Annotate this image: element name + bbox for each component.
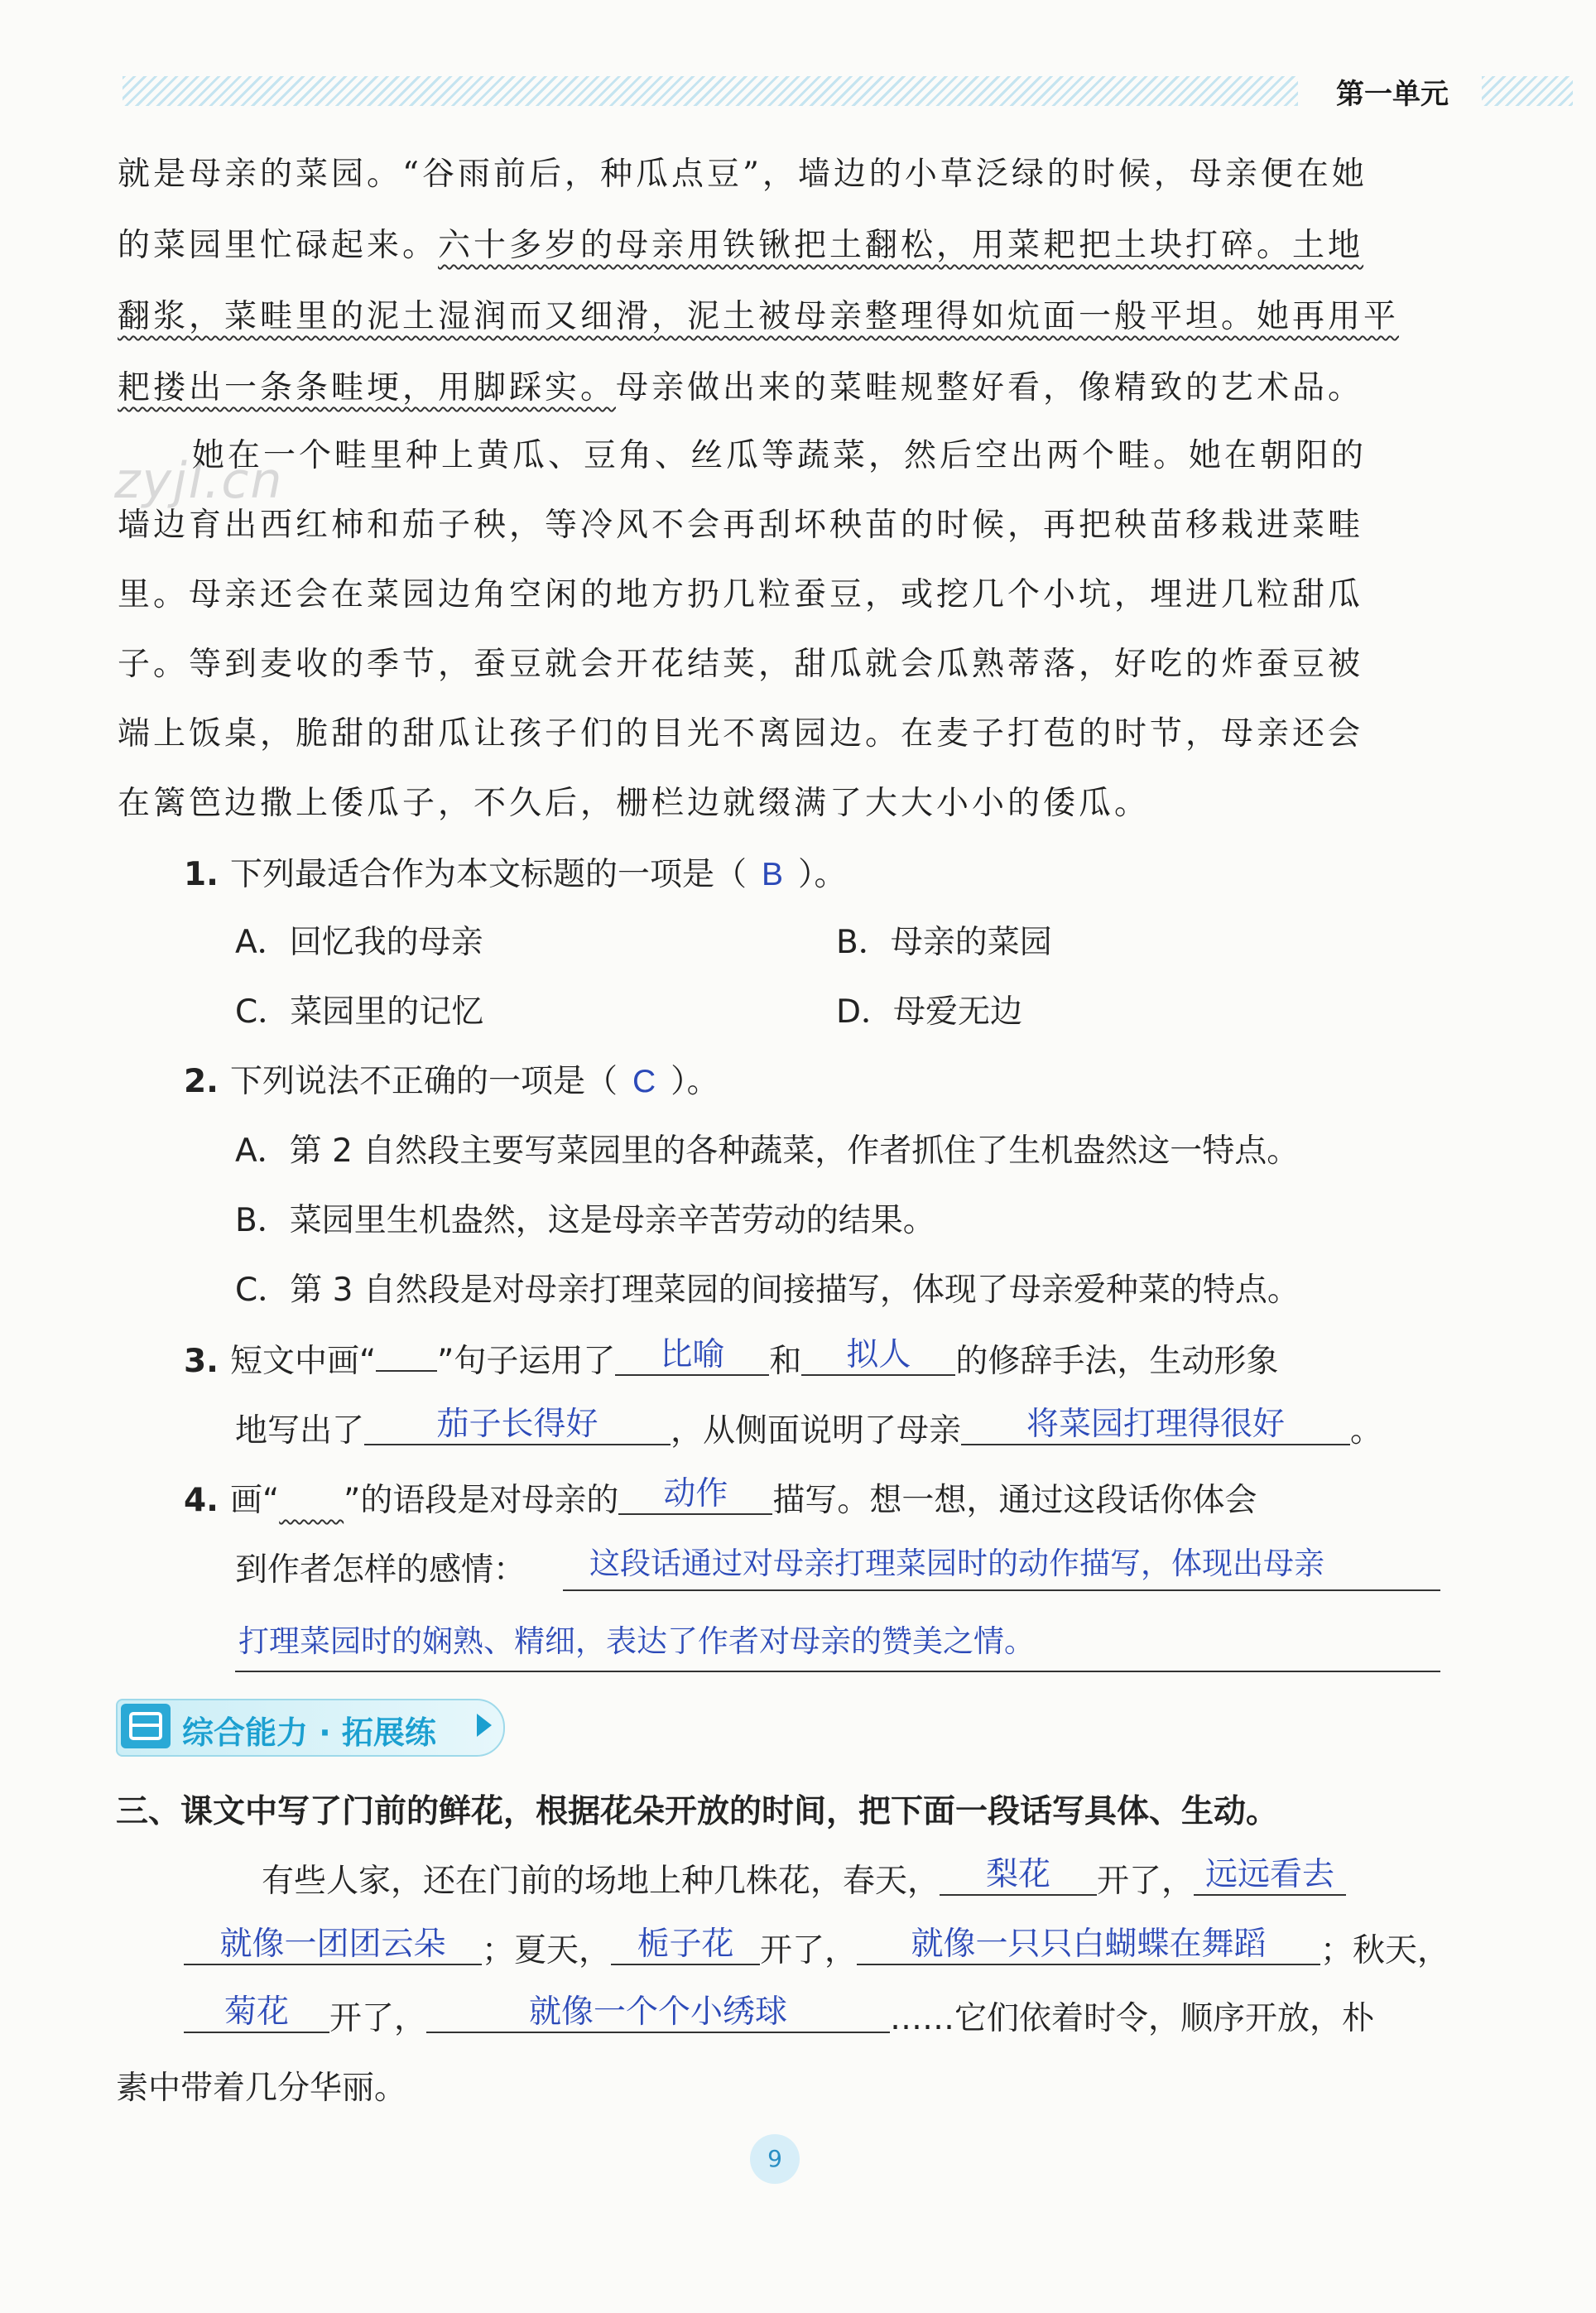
book-icon (121, 1704, 171, 1748)
answer-q3-4: 将菜园打理得很好 (961, 1406, 1350, 1445)
answer-s-3: 就像一团团云朵 (184, 1926, 482, 1965)
passage-line: 翻浆，菜畦里的泥土湿润而又细滑，泥土被母亲整理得如炕面一般平坦。她再用平 (118, 298, 1400, 335)
q1-option-a: A．回忆我的母亲 (235, 924, 483, 961)
unit-title: 第一单元 (1336, 78, 1449, 111)
q2-option-c: C．第 3 自然段是对母亲打理菜园的间接描写，体现了母亲爱种菜的特点。 (235, 1272, 1300, 1309)
answer-q4-1: 动作 (618, 1475, 772, 1515)
answer-s-7: 就像一个个小绣球 (426, 1993, 890, 2033)
sample-straight-underline (376, 1370, 437, 1372)
passage-line: 耙搂出一条条畦埂，用脚踩实。母亲做出来的菜畦规整好看，像精致的艺术品。 (118, 369, 1364, 406)
answer-s-1: 梨花 (940, 1856, 1097, 1896)
question-3-line-2: 地写出了 茄子长得好 ，从侧面说明了母亲 将菜园打理得很好 。 (235, 1407, 1383, 1450)
question-2: 2. 下列说法不正确的一项是（ C ）。 (184, 1063, 719, 1100)
q1-option-d: D．母爱无边 (836, 993, 1023, 1031)
question-4-line-2: 到作者怎样的感情： (235, 1551, 526, 1589)
q2-option-a: A．第 2 自然段主要写菜园里的各种蔬菜，作者抓住了生机盎然这一特点。 (235, 1132, 1300, 1170)
answer-q3-3: 茄子长得好 (364, 1406, 671, 1445)
arrow-right-icon (477, 1714, 492, 1737)
section-title: 三、课文中写了门前的鲜花，根据花朵开放的时间，把下面一段话写具体、生动。 (116, 1793, 1279, 1830)
section-line-1: 有些人家，还在门前的场地上种几株花，春天， 梨花 开了， 远远看去 (262, 1859, 1346, 1904)
answer-q3-1: 比喻 (615, 1336, 769, 1376)
answer-s-4: 栀子花 (611, 1926, 760, 1965)
sample-wavy-underline (279, 1482, 344, 1519)
passage-line: 她在一个畦里种上黄瓜、豆角、丝瓜等蔬菜，然后空出两个畦。她在朝阳的 (192, 437, 1368, 474)
passage-line: 子。等到麦收的季节，蚕豆就会开花结荚，甜瓜就会瓜熟蒂落，好吃的炸蚕豆被 (118, 646, 1364, 683)
answer-s-5: 就像一只只白蝴蝶在舞蹈 (857, 1926, 1320, 1965)
answer-q1: B (761, 857, 783, 892)
answer-s-6: 菊花 (184, 1993, 329, 2033)
passage-line: 端上饭桌，脆甜的甜瓜让孩子们的目光不离园边。在麦子打苞的时节，母亲还会 (118, 715, 1364, 753)
section-banner-label: 综合能力 · 拓展练 (182, 1714, 436, 1751)
passage-line: 墙边育出西红柿和茄子秧，等冷风不会再刮坏秧苗的时候，再把秧苗移栽进菜畦 (118, 507, 1364, 544)
q1-option-c: C．菜园里的记忆 (235, 993, 484, 1031)
answer-q3-2: 拟人 (801, 1336, 955, 1376)
answer-line (235, 1671, 1440, 1672)
q1-option-b: B．母亲的菜园 (836, 924, 1052, 961)
passage-line: 就是母亲的菜园。“谷雨前后，种瓜点豆”，墙边的小草泛绿的时候，母亲便在她 (118, 156, 1368, 193)
answer-q4-2b: 打理菜园时的娴熟、精细，表达了作者对母亲的赞美之情。 (238, 1624, 1035, 1658)
page-number: 9 (750, 2134, 800, 2184)
question-4: 4. 画“ ”的语段是对母亲的 动作 描写。想一想，通过这段话你体会 (184, 1476, 1257, 1519)
section-line-2: 就像一团团云朵 ；夏天， 栀子花 开了， 就像一只只白蝴蝶在舞蹈 ；秋天， (184, 1929, 1449, 1974)
q2-option-b: B．菜园里生机盎然，这是母亲辛苦劳动的结果。 (235, 1202, 935, 1239)
passage-line: 里。母亲还会在菜园边角空闲的地方扔几粒蚕豆，或挖几个小坑，埋进几粒甜瓜 (118, 576, 1364, 613)
header-stripe-right (1482, 76, 1573, 106)
answer-line (563, 1589, 1440, 1591)
watermark: zyjl.cn (114, 452, 284, 510)
section-line-4: 素中带着几分华丽。 (116, 2070, 407, 2107)
passage-line: 的菜园里忙碌起来。六十多岁的母亲用铁锹把土翻松，用菜耙把土块打碎。土地 (118, 227, 1364, 264)
answer-s-2: 远远看去 (1194, 1856, 1346, 1896)
answer-q2: C (632, 1064, 656, 1099)
question-3: 3. 短文中画“ ”句子运用了 比喻 和 拟人 的修辞手法，生动形象 (184, 1337, 1279, 1380)
answer-q4-2a: 这段话通过对母亲打理菜园时的动作描写，体现出母亲 (589, 1546, 1324, 1580)
section-line-3: 菊花 开了， 就像一个个小绣球 ……它们依着时令，顺序开放，朴 (184, 1997, 1374, 2041)
header-stripe-left (123, 76, 1298, 106)
question-1: 1. 下列最适合作为本文标题的一项是（ B ）。 (184, 856, 847, 893)
passage-line: 在篱笆边撒上倭瓜子，不久后，栅栏边就缀满了大大小小的倭瓜。 (118, 785, 1151, 822)
